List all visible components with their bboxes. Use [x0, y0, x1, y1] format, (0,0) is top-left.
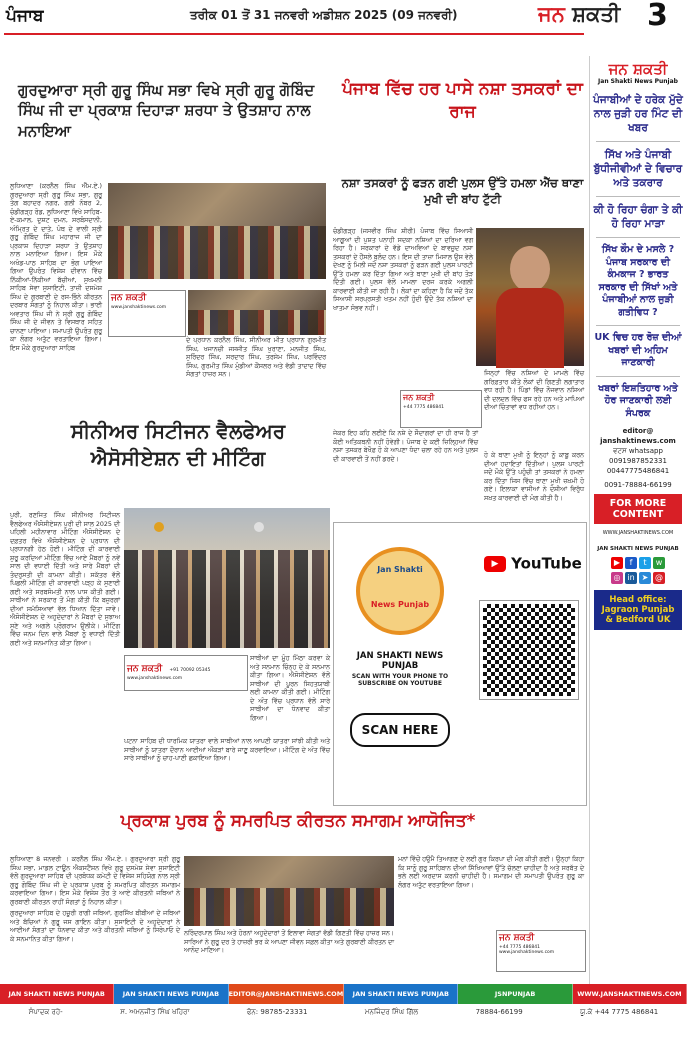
- sidebar-whatsapp-1[interactable]: 0091987852331: [609, 457, 667, 465]
- drugs-body-a: ਚੰਡੀਗੜ੍ਹ (ਜਸਵੀਰ ਸਿੰਘ ਸ਼ੀਰੀ) ਪੰਜਾਬ ਵਿੱਚ ਸਿਆਸੀ ਆਗੂਆਂ ਦੀ ਪੁਸ਼ਤ ਪਨਾਹੀ ਸਦਕਾ ਨਸ਼ਿਆਂ ਦਾ ਦਰਿਆ ਵਗ ਰਿਹਾ ਹੈ। ਸਰਕਾਰਾਂ ਦੇ ਵੱਡੇ ਦਾਅਵਿਆਂ ਦੇ ਬਾਵਜੂਦ ਨਸ਼ਾ ਤਸਕਰਾਂ ਦੇ ਹੌਂਸਲੇ ਬੁਲੰਦ ਹਨ। ਇਸ ਦੀ ਤਾਜ਼ਾ ਮਿਸਾਲ ਉਸ ਵੇਲੇ ਦੇਖਣ ਨੂੰ ਮਿਲੀ ਜਦੋਂ ਨਸ਼ਾ ਤਸਕਰਾਂ ਨੂੰ ਫੜਨ ਗਈ ਪੁਲਸ ਪਾਰਟੀ ਉੱਤੇ ਹਮਲਾ ਕਰ ਦਿੱਤਾ ਗਿਆ ਅਤੇ ਥਾਣਾ ਮੁਖੀ ਦੀ ਬਾਂਹ ਤੋੜ ਦਿੱਤੀ ਗਈ। ਪੁਲਸ ਵੱਲੋਂ ਮਾਮਲਾ ਦਰਜ ਕਰਕੇ ਅਗਲੀ ਕਾਰਵਾਈ ਕੀਤੀ ਜਾ ਰਹੀ ਹੈ। ਲੋਕਾਂ ਦਾ ਕਹਿਣਾ ਹੈ ਕਿ ਜਦੋਂ ਤੱਕ ਸਿਆਸੀ ਸਰਪ੍ਰਸਤੀ ਖਤਮ ਨਹੀਂ ਹੁੰਦੀ ਉਦੋਂ ਤੱਕ ਨਸ਼ਿਆਂ ਦਾ ਖਾਤਮਾ ਸੰਭਵ ਨਹੀਂ।: [333, 228, 473, 312]
- ad-card-4-brand: ਜਨ ਸ਼ਕਤੀ: [499, 933, 535, 943]
- ad-card-brand: ਜਨ ਸ਼ਕਤੀ: [111, 293, 147, 303]
- footer-link-3[interactable]: JAN SHAKTI NEWS PUNJAB: [344, 984, 458, 1004]
- footer-info-5: ਯੂ.ਕੇ +44 7775 486841: [580, 1008, 659, 1016]
- ad-card-3: [124, 655, 248, 691]
- ad-card-3-brand: ਜਨ ਸ਼ਕਤੀ: [127, 664, 163, 674]
- email-icon[interactable]: @: [655, 573, 663, 582]
- youtube-badge: [356, 547, 444, 635]
- section-label: ਪੰਜਾਬ: [6, 6, 44, 26]
- sidebar-item-2: ਕੀ ਹੋ ਰਿਹਾ ਚੰਗਾ ਤੇ ਕੀ ਹੋ ਰਿਹਾ ਮਾੜਾ: [593, 204, 683, 230]
- edition-dateline: ਤਰੀਕ 01 ਤੋਂ 31 ਜਨਵਰੀ ਅਡੀਸ਼ਨ 2025 (09 ਜਨਵਰੀ): [190, 8, 458, 22]
- gurdwara-headline: ਗੁਰਦੁਆਰਾ ਸ੍ਰੀ ਗੁਰੂ ਸਿੰਘ ਸਭਾ ਵਿਖੇ ਸ੍ਰੀ ਗੁਰੂ ਗੋਬਿੰਦ ਸਿੰਘ ਜੀ ਦਾ ਪ੍ਰਕਾਸ਼ ਦਿਹਾੜਾ ਸ਼ਰਧਾ ਤੇ ਉਤਸ਼ਾਹ ਨਾਲ ਮਨਾਇਆ: [18, 81, 315, 140]
- ad-card-2: [400, 390, 482, 428]
- gurdwara-body-left: ਲੁਧਿਆਣਾ (ਕਰਨੈਲ ਸਿੰਘ ਐੱਮ.ਏ.) ਗੁਰਦੁਆਰਾ ਸ੍ਰੀ ਗੁਰੂ ਸਿੰਘ ਸਭਾ, ਗੁਰੂ ਤੇਗ ਬਹਾਦਰ ਨਗਰ, ਗਲੀ ਨੰਬਰ 2, ਚੰਡੀਗੜ੍ਹ ਰੋਡ, ਲੁਧਿਆਣਾ ਵਿਖੇ ਸਾਹਿਬ-ਏ-ਕਮਾਲ, ਦੁਸ਼ਟ ਦਮਨ, ਸਰਬੰਸਦਾਨੀ, ਅੰਮ੍ਰਿਤ ਦੇ ਦਾਤੇ, ਪੰਥ ਦੇ ਵਾਲੀ ਸ੍ਰੀ ਗੁਰੂ ਗੋਬਿੰਦ ਸਿੰਘ ਮਹਾਰਾਜ ਜੀ ਦਾ ਪ੍ਰਕਾਸ਼ ਦਿਹਾੜਾ ਸ਼ਰਧਾ ਤੇ ਉਤਸ਼ਾਹ ਨਾਲ ਮਨਾਇਆ ਗਿਆ। ਇਸ ਮੌਕੇ ਅਖੰਡ-ਪਾਠ ਸਾਹਿਬ ਦਾ ਭੋਗ ਪਾਇਆ ਗਿਆ ਉਪਰੰਤ ਵਿਸ਼ੇਸ਼ ਦੀਵਾਨ ਵਿੱਚ ਨਿੱਕੀਆਂ-ਨਿੱਕੀਆਂ ਬੱਚੀਆਂ, ਸੁਖਮਨੀ ਸਾਹਿਬ ਸੇਵਾ ਸੁਸਾਇਟੀ, ਤਾਜ਼ੀ ਦਸਮੇਸ਼ ਸਿੰਘ ਦੇ ਗੁਰਬਾਣੀ ਦੇ ਰਸ-ਭਿੰਨੇ ਕੀਰਤਨ ਦਰਬਾਰ ਸੰਗਤਾਂ ਨੂੰ ਨਿਹਾਲ ਕੀਤਾ। ਭਾਈ ਅਵਤਾਰ ਸਿੰਘ ਜੀ ਨੇ ਸ੍ਰੀ ਗੁਰੂ ਗੋਬਿੰਦ ਸਿੰਘ ਜੀ ਦੇ ਜੀਵਨ ਤੇ ਵਿਸਥਾਰ ਸਹਿਤ ਚਾਨਣਾ ਪਾਇਆ। ਸਮਾਪਤੀ ਉਪਰੰਤ ਗੁਰੂ ਕਾ ਲੰਗਰ ਅਤੁੱਟ ਵਰਤਾਇਆ ਗਿਆ। ਇਸ ਮੌਕੇ ਗੁਰਦੁਆਰਾ ਸਾਹਿਬ: [10, 183, 102, 352]
- drugs-body-b: ਜਿਨ੍ਹਾਂ ਵਿੱਚ ਨਸ਼ਿਆਂ ਦੇ ਮਾਮਲੇ ਵਿੱਚ ਗਰਿਫ਼ਤਾਰ ਕੀਤੇ ਲੋਕਾਂ ਦੀ ਗਿਣਤੀ ਲਗਾਤਾਰ ਵਧ ਰਹੀ ਹੈ। ਪਿੰਡਾਂ ਵਿੱਚ ਨੌਜਵਾਨ ਨਸ਼ਿਆਂ ਦੀ ਦਲਦਲ ਵਿੱਚ ਫਸ ਰਹੇ ਹਨ ਅਤੇ ਮਾਪਿਆਂ ਦੀਆਂ ਚਿੰਤਾਵਾਂ ਵਧ ਰਹੀਆਂ ਹਨ।: [484, 370, 584, 411]
- facebook-icon[interactable]: f: [625, 557, 637, 569]
- youtube-scan-here[interactable]: SCAN HERE: [350, 713, 450, 747]
- senior-body-left: ਪੁਰੀ, ਰਣਜਿਤ ਸਿੰਘ ਸੀਨੀਅਰ ਸਿਟੀਜਨ ਵੈਲਫੇਅਰ ਐਸੋਸੀਏਸ਼ਨ ਪੁਰੀ ਦੀ ਸਾਲ 2025 ਦੀ ਪਹਿਲੀ ਮਹੀਨਾਵਾਰ ਮੀਟਿੰਗ ਐਸੋਸੀਏਸ਼ਨ ਦੇ ਦਫ਼ਤਰ ਵਿਖੇ ਐਸੋਸੀਏਸ਼ਨ ਦੇ ਪ੍ਰਧਾਨ ਦੀ ਪ੍ਰਧਾਨਗੀ ਹੇਠ ਹੋਈ। ਮੀਟਿੰਗ ਦੀ ਕਾਰਵਾਈ ਸ਼ੁਰੂ ਕਰਦਿਆਂ ਮੀਟਿੰਗ ਵਿੱਚ ਆਏ ਮੈਂਬਰਾਂ ਨੂੰ ਨਵੇਂ ਸਾਲ ਦੀ ਵਧਾਈ ਦਿੱਤੀ ਅਤੇ ਸਾਰੇ ਮੈਂਬਰਾਂ ਦੀ ਤੰਦਰੁਸਤੀ ਦੀ ਕਾਮਨਾ ਕੀਤੀ। ਸਕੱਤਰ ਵੱਲੋਂ ਪਿਛਲੀ ਮੀਟਿੰਗ ਦੀ ਕਾਰਵਾਈ ਪੜ੍ਹ ਕੇ ਸੁਣਾਈ ਗਈ ਅਤੇ ਸਰਬਸੰਮਤੀ ਨਾਲ ਪਾਸ ਕੀਤੀ ਗਈ। ਸਾਥੀਆਂ ਨੇ ਸਰਕਾਰ ਤੋਂ ਮੰਗ ਕੀਤੀ ਕਿ ਬਜ਼ੁਰਗਾਂ ਦੀਆਂ ਸਮੱਸਿਆਵਾਂ ਵੱਲ ਧਿਆਨ ਦਿੱਤਾ ਜਾਵੇ। ਐਸੋਸੀਏਸ਼ਨ ਦੇ ਅਹੁਦੇਦਾਰਾਂ ਨੇ ਮੈਂਬਰਾਂ ਦੇ ਸੁਝਾਅ ਸੁਣੇ ਅਤੇ ਅਗਲੇ ਪ੍ਰੋਗਰਾਮ ਉਲੀਕੇ। ਮੀਟਿੰਗ ਵਿੱਚ ਜਨਮ ਦਿਨ ਵਾਲੇ ਮੈਂਬਰਾਂ ਨੂੰ ਵਧਾਈ ਦਿੱਤੀ ਗਈ ਅਤੇ ਸਨਮਾਨਿਤ ਕੀਤਾ ਗਿਆ।: [10, 512, 120, 647]
- footer-link-5[interactable]: WWW.JANSHAKTINEWS.COM: [573, 984, 687, 1004]
- footer-link-1[interactable]: JAN SHAKTI NEWS PUNJAB: [114, 984, 228, 1004]
- youtube-scan-text: SCAN WITH YOUR PHONE TO SUBSCRIBE ON YOUTUBE: [351, 673, 449, 687]
- footer-info-2: ਫੋਨ: 98785-23331: [246, 1008, 308, 1016]
- kirtan-body-b: ਗੁਰਦੁਆਰਾ ਸਾਹਿਬ ਦੇ ਹਜ਼ੂਰੀ ਰਾਗੀ ਜਥਿਆਂ, ਗੁਰਸਿੱਖ ਬੀਬੀਆਂ ਦੇ ਜਥਿਆਂ ਅਤੇ ਬੱਚਿਆਂ ਨੇ ਗੁਰੂ ਜਸ ਗਾਇਨ ਕੀਤਾ। ਸੁਸਾਇਟੀ ਦੇ ਅਹੁਦੇਦਾਰਾਂ ਨੇ ਆਈਆਂ ਸੰਗਤਾਂ ਦਾ ਧੰਨਵਾਦ ਕੀਤਾ ਅਤੇ ਕੀਰਤਨੀ ਜਥਿਆਂ ਨੂੰ ਸਿਰੋਪਾਓ ਦੇ ਕੇ ਸਨਮਾਨਿਤ ਕੀਤਾ ਗਿਆ।: [10, 910, 180, 943]
- ad-card-1: [108, 290, 186, 337]
- senior-body-right: ਸਾਥੀਆਂ ਦਾ ਮੂੰਹ ਮਿੱਠਾ ਕਰਵਾ ਕੇ ਅਤੇ ਸਨਮਾਨ ਚਿੰਨ੍ਹ ਦੇ ਕੇ ਸਨਮਾਨ ਕੀਤਾ ਗਿਆ। ਐਸੋਸੀਏਸ਼ਨ ਵੱਲੋਂ ਸਾਥੀਆਂ ਦੀ ਪੂਰਨ ਸਿਹਤਯਾਬੀ ਲਈ ਕਾਮਨਾ ਕੀਤੀ ਗਈ। ਮੀਟਿੰਗ ਦੇ ਅੰਤ ਵਿੱਚ ਪ੍ਰਧਾਨ ਵੱਲੋਂ ਸਾਰੇ ਸਾਥੀਆਂ ਦਾ ਧੰਨਵਾਦ ਕੀਤਾ ਗਿਆ।: [250, 655, 330, 722]
- footer-social-bar: [0, 984, 687, 1004]
- footer-link-4[interactable]: JSNPUNJAB: [458, 984, 572, 1004]
- ad-card-3-phone: +91 70092 05345: [169, 668, 211, 673]
- sidebar-item-1: ਸਿੱਖ ਅਤੇ ਪੰਜਾਬੀ ਬੁੱਧੀਜੀਵੀਆਂ ਦੇ ਵਿਚਾਰ ਅਤੇ ਤਕਰਾਰ: [593, 149, 683, 189]
- youtube-title: JAN SHAKTI NEWS PUNJAB: [356, 651, 444, 671]
- footer-link-2[interactable]: EDITOR@JANSHAKTINEWS.COM: [229, 984, 345, 1004]
- instagram-icon[interactable]: ◎: [611, 572, 623, 584]
- sidebar-site[interactable]: WWW.JANSHAKTINEWS.COM: [602, 530, 674, 536]
- kirtan-photo: [184, 856, 394, 926]
- kirtan-headline: ਪ੍ਰਕਾਸ਼ ਪੁਰਬ ਨੂੰ ਸਮਰਪਿਤ ਕੀਰਤਨ ਸਮਾਗਮ ਆਯੋਜਿਤ*: [120, 811, 476, 831]
- drugs-headline: ਪੰਜਾਬ ਵਿੱਚ ਹਰ ਪਾਸੇ ਨਸ਼ਾ ਤਸਕਰਾਂ ਦਾ ਰਾਜ: [342, 79, 583, 122]
- kirtan-body-c: ਮਨਾਂ ਵਿੱਚੋਂ ਹਉਮੈ ਤਿਆਗਣ ਦੇ ਲਈ ਗੁਰ ਕਿਰਪਾ ਦੀ ਮੰਗ ਕੀਤੀ ਗਈ। ਉਨ੍ਹਾਂ ਕਿਹਾ ਕਿ ਸਾਨੂੰ ਗੁਰੂ ਸਾਹਿਬਾਨ ਦੀਆਂ ਸਿੱਖਿਆਵਾਂ ਉੱਤੇ ਚੱਲਣਾ ਚਾਹੀਦਾ ਹੈ ਅਤੇ ਸਰਬੱਤ ਦੇ ਭਲੇ ਲਈ ਅਰਦਾਸ ਕਰਨੀ ਚਾਹੀਦੀ ਹੈ। ਸਮਾਗਮ ਦੀ ਸਮਾਪਤੀ ਉਪਰੰਤ ਗੁਰੂ ਕਾ ਲੰਗਰ ਅਤੁੱਟ ਵਰਤਾਇਆ ਗਿਆ।: [398, 856, 584, 889]
- ad-card-3-site: www.janshaktinews.com: [127, 676, 183, 681]
- sidebar-item-0: ਪੰਜਾਬੀਆਂ ਦੇ ਹਰੇਕ ਮੁੱਦੇ ਨਾਲ ਜੁੜੀ ਹਰ ਮਿੰਟ ਦੀ ਖਬਰ: [593, 94, 683, 134]
- senior-headline: ਸੀਨੀਅਰ ਸਿਟੀਜਨ ਵੈਲਫੇਅਰ ਐਸੋਸੀਏਸ਼ਨ ਦੀ ਮੀਟਿੰਗ: [70, 419, 286, 470]
- sidebar-whatsapp-2[interactable]: 00447775486841: [606, 467, 670, 475]
- sidebar-separator: [596, 141, 680, 142]
- sidebar-more-content[interactable]: FOR MORE CONTENT: [594, 494, 682, 524]
- youtube-wordmark: YouTube: [511, 554, 582, 573]
- youtube-ad[interactable]: [333, 522, 587, 806]
- twitter-icon[interactable]: t: [639, 557, 651, 569]
- sidebar-phone[interactable]: 0091-78884-66199: [604, 481, 672, 489]
- sidebar-item-3: ਸਿੱਖ ਕੌਮ ਦੇ ਮਸਲੇ ? ਪੰਜਾਬ ਸਰਕਾਰ ਦੀ ਕੰਮਕਾਜ ? ਭਾਰਤ ਸਰਕਾਰ ਦੀ ਸਿੱਖਾਂ ਅਤੇ ਪੰਜਾਬੀਆਂ ਨਾਲ ਜੁੜੀ ਗਤੀਵਿਧ ?: [598, 244, 678, 318]
- youtube-qr-code[interactable]: [480, 601, 578, 699]
- youtube-badge-bottom: News Punjab: [370, 600, 430, 609]
- youtube-badge-top: Jan Shakti: [377, 565, 423, 574]
- sidebar-editor-label: editor@: [622, 427, 654, 435]
- gurdwara-photo: [108, 183, 326, 279]
- ad-card-site: www.janshaktinews.com: [111, 305, 167, 310]
- sidebar-separator: [596, 237, 680, 238]
- kirtan-body-a: ਲੁਧਿਆਣਾ 8 ਜਨਵਰੀ । ਕਰਨੈਲ ਸਿੰਘ ਐੱਮ.ਏ.। ਗੁਰਦੁਆਰਾ ਸ੍ਰੀ ਗੁਰੂ ਸਿੰਘ ਸਭਾ, ਮਾਡਲ ਟਾਊਨ ਐਕਸਟੈਂਸ਼ਨ ਵਿਖੇ ਗੁਰੂ ਦਸਮੇਸ਼ ਸੇਵਾ ਸੁਸਾਇਟੀ ਵੱਲੋਂ ਗੁਰਦੁਆਰਾ ਸਾਹਿਬ ਦੀ ਪ੍ਰਬੰਧਕ ਕਮੇਟੀ ਦੇ ਵਿਸ਼ੇਸ਼ ਸਹਿਯੋਗ ਨਾਲ ਸ੍ਰੀ ਗੁਰੂ ਗੋਬਿੰਦ ਸਿੰਘ ਜੀ ਦੇ ਪ੍ਰਕਾਸ਼ ਪੁਰਬ ਨੂੰ ਸਮਰਪਿਤ ਕੀਰਤਨ ਸਮਾਗਮ ਕਰਵਾਇਆ ਗਿਆ। ਇਸ ਮੌਕੇ ਵਿਸ਼ੇਸ਼ ਤੌਰ ਤੇ ਆਏ ਕੀਰਤਨੀ ਜਥਿਆਂ ਨੇ ਗੁਰਬਾਣੀ ਕੀਰਤਨ ਰਾਹੀਂ ਸੰਗਤਾਂ ਨੂੰ ਨਿਹਾਲ ਕੀਤਾ।: [10, 856, 180, 906]
- telegram-icon[interactable]: ➤: [639, 572, 651, 584]
- sidebar-separator: [596, 376, 680, 377]
- footer-info: [0, 1008, 687, 1022]
- senior-body-right-b: ਪਟਨਾ ਸਾਹਿਬ ਦੀ ਧਾਰਮਿਕ ਯਾਤਰਾ ਵਾਲੇ ਸਾਥੀਆਂ ਨਾਲ ਆਪਣੀ ਯਾਤਰਾ ਸਾਂਝੀ ਕੀਤੀ ਅਤੇ ਸਾਥੀਆਂ ਨੂੰ ਯਾਤਰਾ ਦੌਰਾਨ ਆਈਆਂ ਔਕੜਾਂ ਬਾਰੇ ਜਾਣੂ ਕਰਵਾਇਆ। ਮੀਟਿੰਗ ਦੇ ਅੰਤ ਵਿੱਚ ਸਾਰੇ ਸਾਥੀਆਂ ਨੂੰ ਚਾਹ-ਪਾਣੀ ਛਕਾਇਆ ਗਿਆ।: [124, 738, 330, 762]
- footer-info-0: ਸੰਪਾਦਕ ਰਹੇ-: [28, 1008, 63, 1016]
- social-icons-2: [590, 572, 686, 584]
- ad-card-4: [496, 930, 586, 972]
- footer-info-1: ਸ. ਅਮਨਜੀਤ ਸਿੰਘ ਖਹਿਰਾ: [120, 1008, 190, 1016]
- youtube-logo: [484, 553, 582, 573]
- sidebar-separator: [596, 325, 680, 326]
- header-rule: [4, 33, 584, 35]
- social-icons: [590, 557, 686, 569]
- sidebar-follow: JAN SHAKTI NEWS PUNJAB: [597, 546, 679, 552]
- drugs-body-c: ਜੇਕਰ ਇਹ ਕਹਿ ਲਈਏ ਕਿ ਨਸ਼ੇ ਦੇ ਸੌਦਾਗਰਾਂ ਦਾ ਹੀ ਰਾਜ ਹੈ ਤਾਂ ਕੋਈ ਅਤਿਕਥਨੀ ਨਹੀਂ ਹੋਵੇਗੀ। ਪੰਜਾਬ ਦੇ ਕਈ ਜ਼ਿਲ੍ਹਿਆਂ ਵਿੱਚ ਨਸ਼ਾ ਤਸਕਰ ਬੇਖੌਫ਼ ਹੋ ਕੇ ਆਪਣਾ ਧੰਦਾ ਚਲਾ ਰਹੇ ਹਨ ਅਤੇ ਪੁਲਸ ਦੀ ਕਾਰਵਾਈ ਤੋਂ ਨਹੀਂ ਡਰਦੇ।: [333, 430, 478, 463]
- sidebar-item-4: UK ਵਿਚ ਹਰ ਰੋਜ਼ ਦੀਆਂ ਖਬਰਾਂ ਦੀ ਅਹਿਮ ਜਾਣਕਾਰੀ: [594, 332, 682, 368]
- brand-logo-a: ਜਨ: [538, 2, 565, 26]
- sidebar-whatsapp-label: ਵਟਸ whatsapp: [613, 447, 663, 455]
- sidebar-editor-email[interactable]: janshaktinews.com: [600, 437, 676, 445]
- brand-logo: [538, 2, 620, 27]
- ad-card-4-site: www.janshaktinews.com: [499, 950, 555, 955]
- gurdwara-photo-2: [188, 290, 326, 335]
- footer-link-0[interactable]: JAN SHAKTI NEWS PUNJAB: [0, 984, 114, 1004]
- sidebar-separator: [596, 196, 680, 197]
- sidebar-head-office: Head office: Jagraon Punjab & Bedford UK: [594, 590, 682, 630]
- footer-info-4: 78884-66199: [475, 1008, 523, 1016]
- sidebar-item-5: ਖਬਰਾਂ ਇਸ਼ਤਿਹਾਰ ਅਤੇ ਹੋਰ ਜਾਣਕਾਰੀ ਲਈ ਸੰਪਰਕ: [598, 382, 678, 419]
- ad-card-2-phone: +44 7775 486841: [403, 405, 444, 410]
- page-number: 3: [647, 0, 668, 33]
- drugs-subhead: ਨਸ਼ਾ ਤਸਕਰਾਂ ਨੂੰ ਫੜਨ ਗਈ ਪੁਲਸ ਉੱਤੇ ਹਮਲਾ ਐੱਚ ਥਾਣਾ ਮੁਖੀ ਦੀ ਬਾਂਹ ਟੁੱਟੀ: [341, 176, 584, 206]
- whatsapp-icon[interactable]: w: [653, 557, 665, 569]
- sidebar-brand: ਜਨ ਸ਼ਕਤੀ: [608, 60, 668, 78]
- gurdwara-body-right: ਦੇ ਪ੍ਰਧਾਨ ਕਰਨੈਲ ਸਿੰਘ, ਸੀਨੀਅਰ ਮੀਤ ਪ੍ਰਧਾਨ ਗੁਰਮੀਤ ਸਿੰਘ, ਖਜਾਨਚੀ ਜਸਜੀਤ ਸਿੰਘ ਖੁਰਾਣਾ, ਮਨਜੀਤ ਸਿੰਘ, ਸੁਰਿੰਦਰ ਸਿੰਘ, ਸਰਦਾਰ ਸਿੰਘ, ਤਰਸੇਮ ਸਿੰਘ, ਪਰਵਿੰਦਰ ਸਿੰਘ, ਗੁਰਮੀਤ ਸਿੰਘ ਮੁੰਡੀਆਂ ਕੌਂਸਲਰ ਅਤੇ ਵੱਡੀ ਤਾਦਾਦ ਵਿੱਚ ਸੰਗਤਾਂ ਹਾਜ਼ਰ ਸਨ।: [186, 337, 326, 378]
- linkedin-icon[interactable]: in: [625, 572, 637, 584]
- ad-card-2-brand: ਜਨ ਸ਼ਕਤੀ: [403, 393, 435, 402]
- drugs-photo: [476, 228, 584, 366]
- drugs-body-d: ਹੋ ਕੇ ਥਾਣਾ ਮੁਖੀ ਨੂੰ ਇਨ੍ਹਾਂ ਨੂੰ ਕਾਬੂ ਕਰਨ ਦੀਆਂ ਹਦਾਇਤਾਂ ਦਿੱਤੀਆਂ। ਪੁਲਸ ਪਾਰਟੀ ਜਦੋਂ ਮੌਕੇ ਉੱਤੇ ਪਹੁੰਚੀ ਤਾਂ ਤਸਕਰਾਂ ਨੇ ਹਮਲਾ ਕਰ ਦਿੱਤਾ ਜਿਸ ਵਿੱਚ ਥਾਣਾ ਮੁਖੀ ਜ਼ਖ਼ਮੀ ਹੋ ਗਏ। ਇਲਾਕਾ ਵਾਸੀਆਂ ਨੇ ਦੋਸ਼ੀਆਂ ਵਿਰੁੱਧ ਸਖ਼ਤ ਕਾਰਵਾਈ ਦੀ ਮੰਗ ਕੀਤੀ ਹੈ।: [484, 452, 584, 502]
- sidebar-sub: Jan Shakti News Punjab: [598, 78, 678, 85]
- youtube-play-icon: ▶: [484, 556, 506, 572]
- footer-info-3: ਮਨਜਿੰਦਰ ਸਿੰਘ ਗਿੱਲ: [364, 1008, 419, 1016]
- ad-card-4-phone: +44 7775 486841: [499, 945, 540, 950]
- youtube-icon[interactable]: ▶: [611, 557, 623, 569]
- senior-photo: [124, 508, 330, 648]
- brand-logo-b: ਸ਼ਕਤੀ: [572, 2, 621, 26]
- kirtan-body-d: ਨਰਿੰਦਰਪਾਲ ਸਿੰਘ ਅਤੇ ਹੋਰਨਾਂ ਅਹੁਦੇਦਾਰਾਂ ਤੋਂ ਇਲਾਵਾ ਸੰਗਤਾਂ ਵੱਡੀ ਗਿਣਤੀ ਵਿੱਚ ਹਾਜ਼ਰ ਸਨ। ਸਾਰਿਆਂ ਨੇ ਗੁਰੂ ਦਰ ਤੇ ਹਾਜ਼ਰੀ ਭਰ ਕੇ ਆਪਣਾ ਜੀਵਨ ਸਫ਼ਲ ਕੀਤਾ ਅਤੇ ਗੁਰਬਾਣੀ ਕੀਰਤਨ ਦਾ ਆਨੰਦ ਮਾਣਿਆ।: [184, 930, 394, 954]
- right-sidebar: [589, 56, 686, 985]
